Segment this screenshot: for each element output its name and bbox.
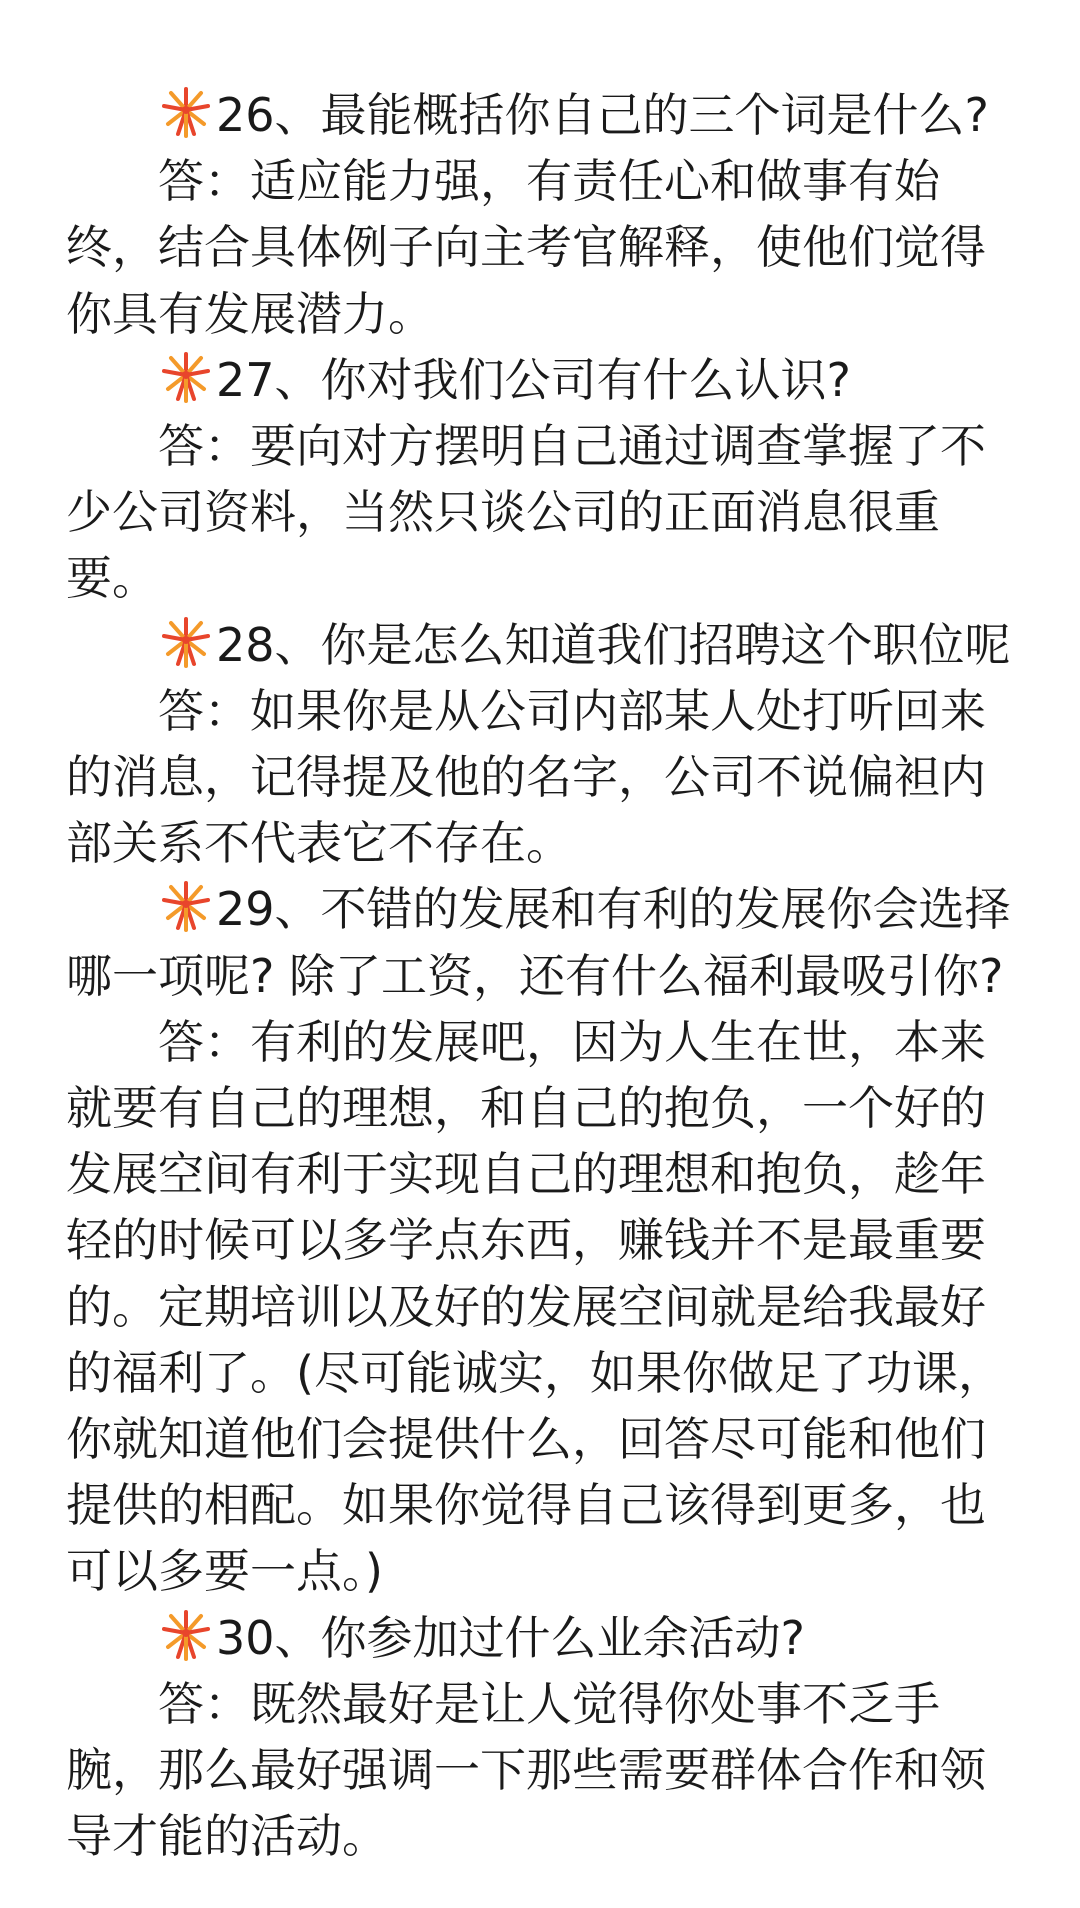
firework-icon [158, 84, 214, 140]
question-28 [66, 612, 1026, 678]
firework-icon [158, 1607, 214, 1663]
question-27 [66, 347, 1026, 413]
answer-27: 答：要向对方摆明自己通过调查掌握了不少公司资料，当然只谈公司的正面消息很重要。 [66, 419, 986, 606]
firework-icon [158, 349, 214, 405]
question-text: 26、最能概括你自己的三个词是什么? [216, 88, 989, 142]
answer-28: 答：如果你是从公司内部某人处打听回来的消息，记得提及他的名字，公司不说偏袒内部关系不代表它不存在。 [66, 683, 986, 871]
answer-30: 答：既然最好是让人觉得你处事不乏手腕，那么最好强调一下那些需要群体合作和领导才能的活动。 [66, 1676, 986, 1864]
question-text: 29、不错的发展和有利的发展你会选择哪一项呢? 除了工资，还有什么福利最吸引你? [66, 882, 1011, 1003]
firework-icon [158, 878, 214, 934]
document-body [66, 82, 1026, 1869]
question-30 [66, 1605, 1026, 1671]
question-text: 30、你参加过什么业余活动? [216, 1610, 805, 1665]
answer-26: 答：适应能力强，有责任心和做事有始终，结合具体例子向主考官解释，使他们觉得你具有发展潜力。 [66, 154, 986, 341]
answer-29: 答：有利的发展吧，因为人生在世，本来就要有自己的理想，和自己的抱负，一个好的发展空间有利于实现自己的理想和抱负，趁年轻的时候可以多学点东西，赚钱并不是最重要的。定期培训以及好的发展空间就是给我最好的福利了。(尽可能诚实，如果你做足了功课，你就知道他们会提供什么，回答尽可能和他们提供的相配。如果你觉得自己该得到更多，也可以多要一点。) [66, 1014, 1004, 1599]
question-29 [66, 876, 1026, 1008]
question-text: 28、你是怎么知道我们招聘这个职位呢 [216, 617, 1011, 672]
question-26 [66, 82, 1026, 148]
question-text: 27、你对我们公司有什么认识? [216, 352, 851, 407]
firework-icon [158, 614, 214, 670]
